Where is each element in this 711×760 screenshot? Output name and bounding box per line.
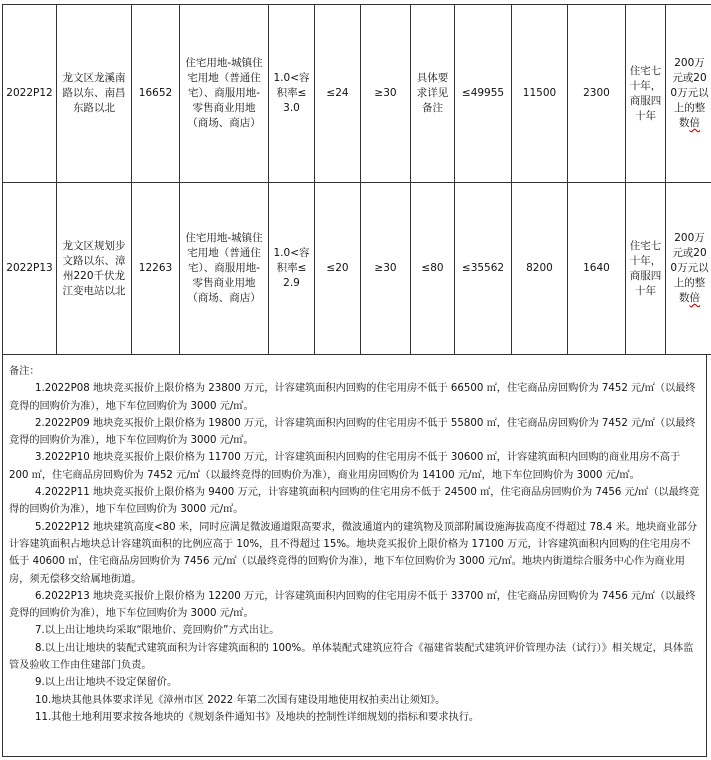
parcel-code: 2022P13 [3, 183, 57, 355]
use-term: 住宅七十年，商服四十年 [626, 183, 666, 355]
table-row [3, 183, 711, 355]
floor-area-ratio: 1.0<容积率≤3.0 [269, 5, 315, 183]
deposit: 2300 [568, 5, 626, 183]
note-item: 8.以上出让地块的装配式建筑面积为计容建筑面积的 100%。单体装配式建筑应符合《福建省装配式建筑评价管理办法（试行）》相关规定，具体监管及验收工作由住建部门负责。 [9, 642, 694, 672]
note-item: 3.2022P10 地块竞买报价上限价格为 11700 万元，计容建筑面积内回购的住宅用房不低于 30600 ㎡，计容建筑面积内回购的商业用房不高于 200 ㎡，住宅商品房回购价为 7452 元/㎡（以最终竞得的回购价为准），商业用房回购价为 14100 元/㎡，地下车位回购价为 3000 元/㎡。 [9, 452, 681, 481]
note-item: 2.2022P09 地块竞买报价上限价格为 19800 万元，计容建筑面积内回购的住宅用房不低于 55800 ㎡，住宅商品房回购价为 7452 元/㎡（以最终竞得的回购价为准），地下车位回购价为 3000 元/㎡。 [9, 417, 696, 447]
start-price: 8200 [512, 183, 568, 355]
green-ratio: ≥30 [361, 5, 411, 183]
note-item: 10.地块其他具体要求详见《漳州市区 2022 年第二次国有建设用地使用权拍卖出让须知》。 [35, 694, 446, 706]
land-parcel-table [2, 4, 711, 355]
parcel-area: 12263 [132, 183, 180, 355]
note-item: 6.2022P13 地块竞买报价上限价格为 12200 万元，计容建筑面积内回购的住宅用房不低于 33700 ㎡，住宅商品房回购价为 7456 元/㎡（以最终竞得的回购价为准），地下车位回购价为 3000 元/㎡。 [9, 590, 696, 620]
table-row [3, 5, 711, 183]
parcel-location: 龙文区龙溪南路以东、南昌东路以北 [57, 5, 132, 183]
start-price: 11500 [512, 5, 568, 183]
land-use: 住宅用地-城镇住宅用地（普通住宅）、商服用地-零售商业用地（商场、商店） [180, 183, 269, 355]
deposit: 1640 [568, 183, 626, 355]
building-height: ≤80 [411, 183, 455, 355]
note-item: 5.2022P12 地块建筑高度<80 米，同时应满足微波通道限高要求，微波通道内的建筑物及顶部附属设施海拔高度不得超过 78.4 米。地块商业部分计容建筑面积占地块总计容建筑面积的比例应高于 10%，且不得超过 15%。地块竞买报价上限价格为 17100 万元，计容建筑面积内回购的住宅用房不低于 40600 ㎡，住宅商品房回购价为 7456 元/㎡（以最终竞得的回购价为准），地下车位回购价为 3000 元/㎡。地块内街道综合服务中心作为商业用房，须无偿移交给属地街道。 [9, 521, 698, 585]
parcel-location: 龙文区规划步文路以东、漳州220千伏龙江变电站以北 [57, 183, 132, 355]
note-item: 4.2022P11 地块竞买报价上限价格为 9400 万元，计容建筑面积内回购的住宅用房不低于 24500 ㎡，住宅商品房回购价为 7456 元/㎡（以最终竞得的回购价为准），地下车位回购价为 3000 元/㎡。 [9, 487, 700, 516]
parcel-area: 16652 [132, 5, 180, 183]
green-ratio: ≥30 [361, 183, 411, 355]
bid-increment: 200万元或200万元以上的整数倍 [666, 183, 711, 355]
building-height: 具体要求详见备注 [411, 5, 455, 183]
bid-increment: 200万元或200万元以上的整数倍 [666, 5, 711, 183]
floor-area-ratio: 1.0<容积率≤2.9 [269, 183, 315, 355]
building-density: ≤24 [315, 5, 361, 183]
note-item: 7.以上出让地块均采取“限地价、竞回购价”方式出让。 [35, 625, 280, 637]
use-term: 住宅七十年，商服四十年 [626, 5, 666, 183]
building-density: ≤20 [315, 183, 361, 355]
notes-heading: 备注： [9, 366, 40, 377]
note-item: 9.以上出让地块不设定保留价。 [35, 677, 178, 689]
note-item: 11.其他土地利用要求按各地块的《规划条件通知书》及地块的控制性详细规划的指标和要求执行。 [35, 711, 480, 723]
parcel-code: 2022P12 [3, 5, 57, 183]
notes-section [2, 355, 707, 757]
total-floor-area: ≤49955 [455, 5, 512, 183]
land-use: 住宅用地-城镇住宅用地（普通住宅）、商服用地-零售商业用地（商场、商店） [180, 5, 269, 183]
note-item: 1.2022P08 地块竞买报价上限价格为 23800 万元，计容建筑面积内回购的住宅用房不低于 66500 ㎡，住宅商品房回购价为 7452 元/㎡（以最终竞得的回购价为准），地下车位回购价为 3000 元/㎡。 [9, 383, 696, 412]
total-floor-area: ≤35562 [455, 183, 512, 355]
